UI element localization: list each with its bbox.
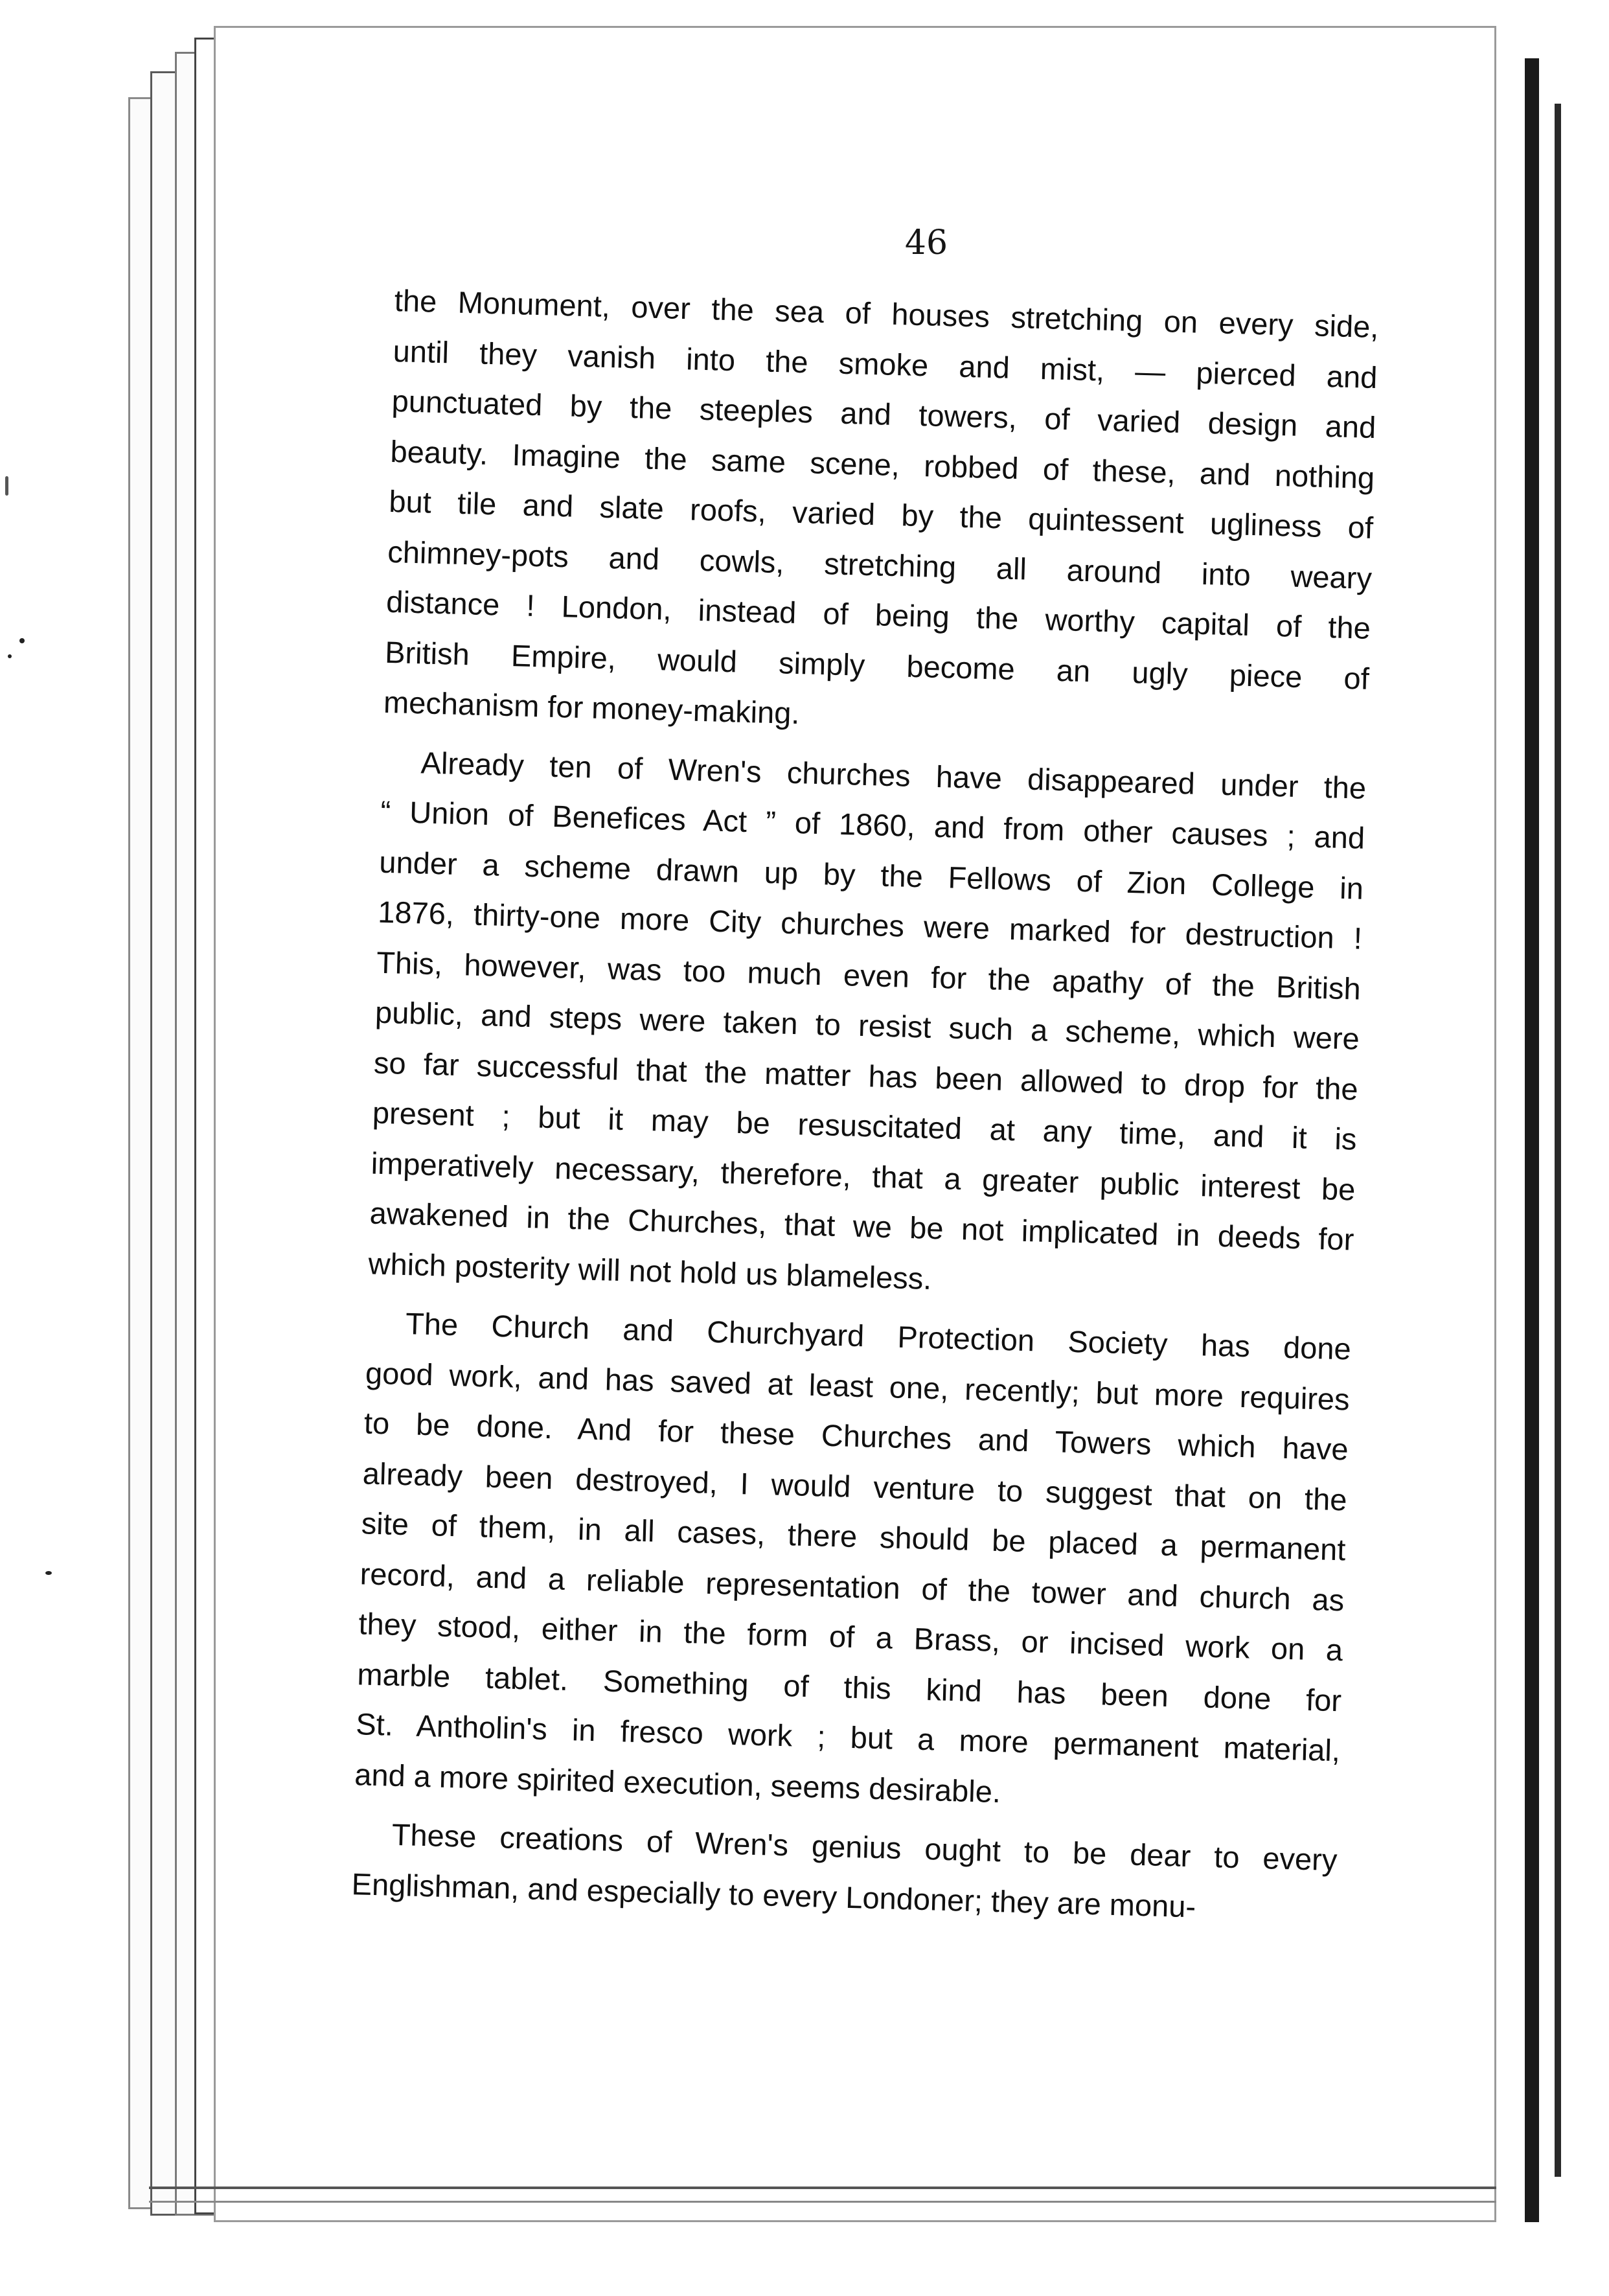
next-page-edge — [1509, 0, 1609, 2296]
text-line: and a more spirited execution, seems desirable. — [354, 1756, 1001, 1809]
scan-speck — [19, 638, 25, 643]
text-line: already been destroyed, I would venture to suggest that on the — [362, 1455, 1348, 1517]
text-line: Already ten of Wren's churches have disappeared under the — [420, 744, 1367, 805]
scan-specks — [0, 0, 123, 2296]
scan-speck — [8, 654, 12, 658]
text-line: so far successful that the matter has been allowed to drop for the — [373, 1045, 1359, 1107]
text-line: public, and steps were taken to resist such a scheme, which were — [374, 994, 1360, 1056]
text-line: record, and a reliable representation of the tower and church as — [359, 1556, 1345, 1617]
text-line: they stood, either in the form of a Brass, or incised work on a — [358, 1606, 1343, 1668]
text-line: present ; but it may be resuscitated at any time, and it is — [372, 1095, 1358, 1156]
text-line: Englishman, and especially to every Londoner; they are monu- — [351, 1866, 1196, 1923]
text-line: imperatively necessary, therefore, that a greater public interest be — [371, 1145, 1356, 1207]
text-line: under a scheme drawn up by the Fellows of Zion College in — [378, 844, 1364, 906]
binding-shadow — [1525, 58, 1539, 2222]
text-line: the Monument, over the sea of houses stretching on every side, — [394, 282, 1380, 345]
text-line: mechanism for money-making. — [383, 684, 801, 731]
text-line: good work, and has saved at least one, recently; but more requires — [365, 1355, 1351, 1416]
scan-speck — [5, 476, 8, 496]
text-line: to be done. And for these Churches and Towers which have — [363, 1405, 1349, 1467]
text-line: until they vanish into the smoke and mist, — pierced and — [393, 333, 1378, 395]
paragraph — [368, 736, 1367, 1314]
text-line: These creations of Wren's genius ought to be dear to every — [391, 1817, 1338, 1877]
paragraph — [354, 1297, 1351, 1826]
text-line: but tile and slate roofs, varied by the quintessent ugliness of — [388, 483, 1374, 545]
scan-speck — [45, 1571, 52, 1575]
text-line: The Church and Churchyard Protection Society has done — [405, 1306, 1352, 1366]
text-line: marble tablet. Something of this kind has been done for — [356, 1656, 1342, 1717]
text-line: distance ! London, instead of being the worthy capital of the — [385, 584, 1371, 645]
text-line: St. Antholin's in fresco work ; but a more permanent material, — [355, 1706, 1341, 1768]
page-body-text — [351, 275, 1380, 1935]
text-line: British Empire, would simply become an ugly piece of — [384, 634, 1370, 696]
text-line: beauty. Imagine the same scene, robbed of these, and nothing — [389, 433, 1375, 495]
text-line: punctuated by the steeples and towers, of varied design and — [391, 383, 1376, 445]
text-line: This, however, was too much even for the apathy of the British — [376, 945, 1362, 1006]
text-line: site of them, in all cases, there should be placed a permanent — [361, 1506, 1347, 1567]
text-line: “ Union of Benefices Act ” of 1860, and from other causes ; and — [380, 794, 1365, 855]
binding-shadow — [1555, 104, 1561, 2177]
text-line: which posterity will not hold us blameless. — [368, 1245, 933, 1296]
text-line: 1876, thirty-one more City churches were marked for destruction ! — [377, 894, 1363, 956]
paragraph — [383, 275, 1379, 753]
text-line: awakened in the Churches, that we be not implicated in deeds for — [369, 1195, 1355, 1257]
text-line: chimney-pots and cowls, stretching all around into weary — [387, 534, 1373, 595]
page-bottom-edge — [149, 2187, 1496, 2203]
page-number: 46 — [904, 224, 948, 262]
